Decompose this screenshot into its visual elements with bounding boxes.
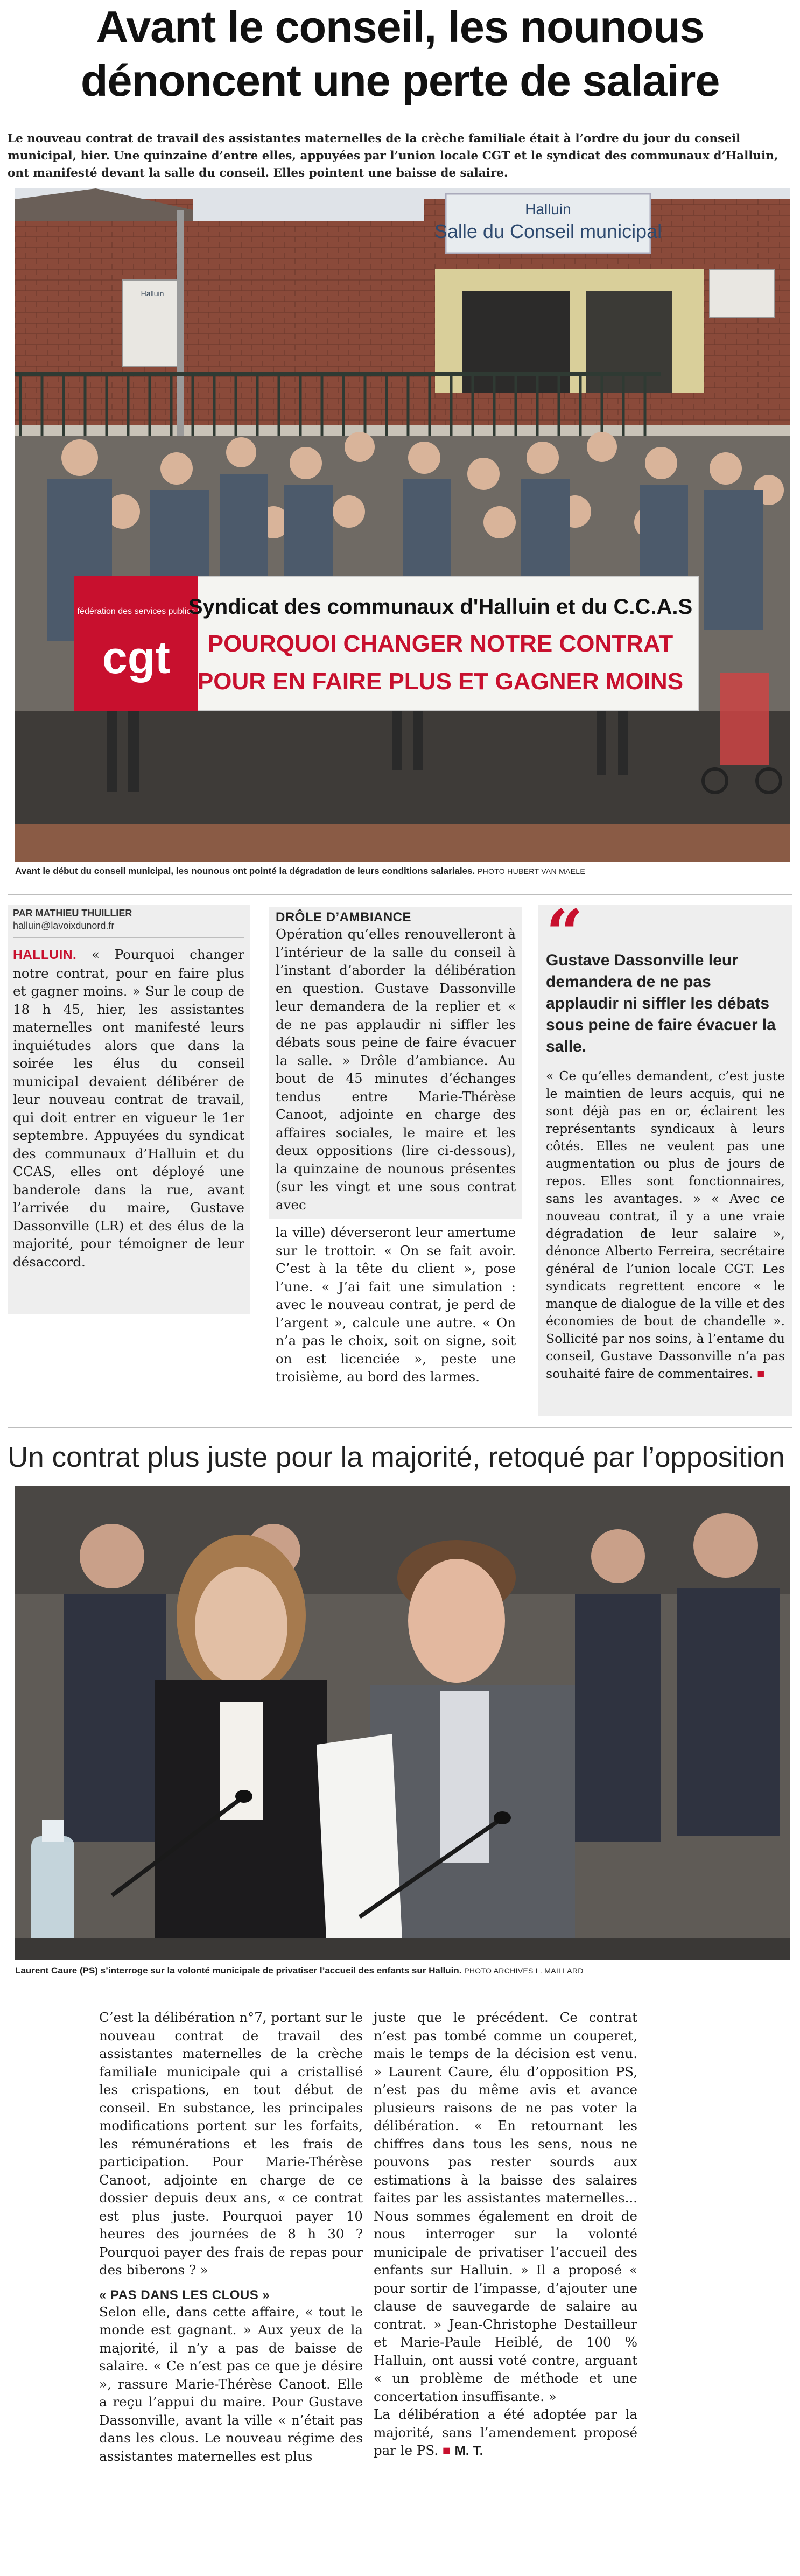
column-1-text bbox=[13, 946, 244, 1271]
end-mark-icon-2: ■ bbox=[442, 2444, 451, 2458]
protest-photo-illustration bbox=[15, 188, 790, 862]
section-divider bbox=[8, 894, 792, 895]
council-photo bbox=[15, 1486, 790, 1960]
column-2-paragraph-2: la ville) déverseront leur amertume sur le trottoir. « On se fait avoir. C’est à la tête du client », pose l’une. « J’ai fait une simulation : avec le nouveau contrat, je perd de l’argent », calcule une autre. « On n’a pas le choix, soit on signe, soit on est licenciée », peste une troisième, au bord des larmes. bbox=[276, 1224, 516, 1384]
photo-caption-text: Avant le début du conseil municipal, les nounous ont pointé la dégradation de leurs conditions salariales. bbox=[15, 866, 475, 876]
article-column-1 bbox=[8, 905, 250, 1314]
council-photo-caption-text: Laurent Caure (PS) s’interroge sur la volonté municipale de privatiser l’accueil des enfants sur Halluin. bbox=[15, 1965, 462, 1976]
byline-email: halluin@lavoixdunord.fr bbox=[13, 920, 115, 931]
council-photo-illustration bbox=[15, 1486, 790, 1960]
column-2-highlight bbox=[269, 907, 522, 1219]
article-2-column-2-text: juste que le précédent. Ce contrat n’est pas tombé comme un couperet, mais le temps de la décision est venu. » Laurent Caure, élu d’opposition PS, n’est pas du même avis et avance plusieurs raisons de ne pas voter la délibération. « En retournant les chiffres dans tous les sens, nous ne pouvons pas rester sourds aux estimations à la baisse des salaires faites par les assistantes maternelles... Nous sommes également en droit de nous interroger sur la volonté municipale de privatiser l’accueil des enfants sur Halluin. » Il a proposé « pour sortir de l’impasse, d’ajouter une clause de sauvegarde de salaire au contrat. » Jean-Christophe Destailleur et Marie-Paule Heiblé, de 100 % Halluin, ont aussi voté contre, arguant « un problème de méthode et une concertation insuffisante. » bbox=[374, 2010, 637, 2404]
column-3-body: « Ce qu’elles demandent, c’est juste le maintien de leurs acquis, qui ne sont déjà pas en or, éclairent les représentants syndicaux à leurs côtés. Elles ne veulent pas une augmentation ou plus de jours de repos. Elles sont fonctionnaires, sans les avantages. » « Avec ce nouveau contrat, il y a une vraie dégradation de leur salaire », dénonce Alberto Ferreira, secrétaire général de l’union locale CGT. Les syndicats regrettent encore « le manque de dialogue de la ville et des économies de bout de chandelle ». Sollicité par nos soins, à l’entame du conseil, Gustave Dassonville n’a pas souhaité faire de commentaires. bbox=[546, 1068, 785, 1381]
subhead-pas-dans-les-clous: « PAS DANS LES CLOUS » bbox=[99, 2287, 270, 2302]
headline-line-2: dénoncent une perte de salaire bbox=[80, 55, 720, 106]
author-initials: M. T. bbox=[454, 2444, 483, 2458]
article-divider bbox=[8, 1427, 792, 1428]
photo-credit: PHOTO HUBERT VAN MAELE bbox=[477, 867, 586, 876]
banner-line-3: POUR EN FAIRE PLUS ET GAGNER MOINS bbox=[197, 668, 684, 695]
banner-logo-top: fédération des services publics bbox=[77, 607, 195, 616]
byline-divider bbox=[13, 937, 244, 938]
article-column-3 bbox=[538, 895, 792, 1416]
quote-mark-icon: “ bbox=[546, 895, 584, 971]
banner-line-1: Syndicat des communaux d'Halluin et du C.C.A.S bbox=[188, 595, 693, 619]
byline: PAR MATHIEU THUILLIER bbox=[13, 908, 132, 919]
building-sign-town: Halluin bbox=[525, 201, 571, 218]
dateline: HALLUIN. bbox=[13, 948, 77, 962]
article-2-column-1-text-2: Selon elle, dans cette affaire, « tout le monde est gagnant. » Aux yeux de la majorité, il n’y a pas de baisse de salaire. « Ce n’est pas ce que je désire », rassure Marie-Thérèse Canoot. Elle a reçu l’appui du maire. Pour Gustave Dassonville, avant la ville « n’était pas dans les clous. Le nouveau régime des assistantes maternelles est plus bbox=[99, 2304, 363, 2464]
headline-line-1: Avant le conseil, les nounous bbox=[96, 2, 704, 52]
end-mark-icon: ■ bbox=[757, 1366, 765, 1381]
article-2-column-1-text: C’est la délibération n°7, portant sur le nouveau contrat de travail des assistantes maternelles de la crèche familiale municipale qui a cristallisé les crispations, en tout début de conseil. En substance, les principales modifications portent sur les forfaits, les rémunérations et les frais de participation. Pour Marie-Thérèse Canoot, adjointe en charge de ce dossier depuis deux ans, « ce contrat est plus juste. Pourquoi payer 10 heures des journées de 8 h 30 ? Pourquoi payer des frais de repas pour des biberons ? » bbox=[99, 2010, 363, 2278]
column-3-text bbox=[546, 1067, 785, 1382]
small-sign-text: Halluin bbox=[141, 289, 164, 298]
article-column-2 bbox=[269, 905, 522, 1384]
council-photo-caption bbox=[15, 1965, 790, 1982]
article-2-column-1 bbox=[99, 2008, 363, 2563]
council-photo-credit: PHOTO ARCHIVES L. MAILLARD bbox=[464, 1966, 584, 1975]
protest-photo bbox=[15, 188, 790, 862]
secondary-headline: Un contrat plus juste pour la majorité, retoqué par l’opposition bbox=[8, 1441, 785, 1473]
article-2-conclusion bbox=[374, 2405, 637, 2460]
column-1-body: « Pourquoi changer notre contrat, pour en faire plus et gagner moins. » Sur le coup de 18 h 45, hier, les assistantes maternelles ont manifesté leurs inquiétudes alors que dans la soirée les élus du conseil municipal devaient délibérer de leur nouveau contrat de travail, qui doit entrer en vigueur le 1er septembre. Appuyées du syndicat des communaux d’Halluin et du CCAS, elles ont déployé une banderole dans la rue, avant l’arrivée du maire, Gustave Dassonville (LR) et des élus de la majorité, pour témoigner de leur désaccord. bbox=[13, 947, 244, 1270]
protest-banner bbox=[74, 576, 699, 711]
photo-caption bbox=[15, 866, 790, 882]
building-sign-text: Salle du Conseil municipal bbox=[434, 220, 662, 242]
pull-quote: Gustave Dassonville leur demandera de ne pas applaudir ni siffler les débats sous peine de faire évacuer la salle. bbox=[546, 951, 776, 1055]
column-2-paragraph-1: Opération qu’elles renouvelleront à l’intérieur de la salle du conseil à l’instant d’aborder la délibération en question. Gustave Dassonville leur demandera de la replier et « de ne pas applaudir ni siffler les débats sous peine de faire évacuer la salle. » Drôle d’ambiance. Au bout de 45 minutes d’échanges tendus entre Marie-Thérèse Canoot, adjointe en charge des affaires sociales, le maire et les deux oppositions (lire ci-dessous), la quinzaine de nounous présentes (sur les vingt et une sous contrat avec bbox=[276, 926, 516, 1213]
cgt-logo: cgt bbox=[102, 632, 170, 683]
lead-paragraph: Le nouveau contrat de travail des assistantes maternelles de la crèche familiale était à l’ordre du jour du conseil municipal, hier. Une quinzaine d’entre elles, appuyées par l’union locale CGT et le syndicat des communaux d’Halluin, ont manifesté devant la salle du conseil. Elles pointent une baisse de salaire. bbox=[8, 132, 778, 180]
article-2-conclusion-text: La délibération a été adoptée par la majorité, sans l’amendement proposé par le PS. bbox=[374, 2406, 637, 2458]
subhead-drole-d-ambiance: DRÔLE D’AMBIANCE bbox=[276, 910, 411, 925]
banner-line-2: POURQUOI CHANGER NOTRE CONTRAT bbox=[207, 631, 673, 657]
article-2-column-2 bbox=[374, 2008, 637, 2563]
headline bbox=[8, 0, 792, 129]
